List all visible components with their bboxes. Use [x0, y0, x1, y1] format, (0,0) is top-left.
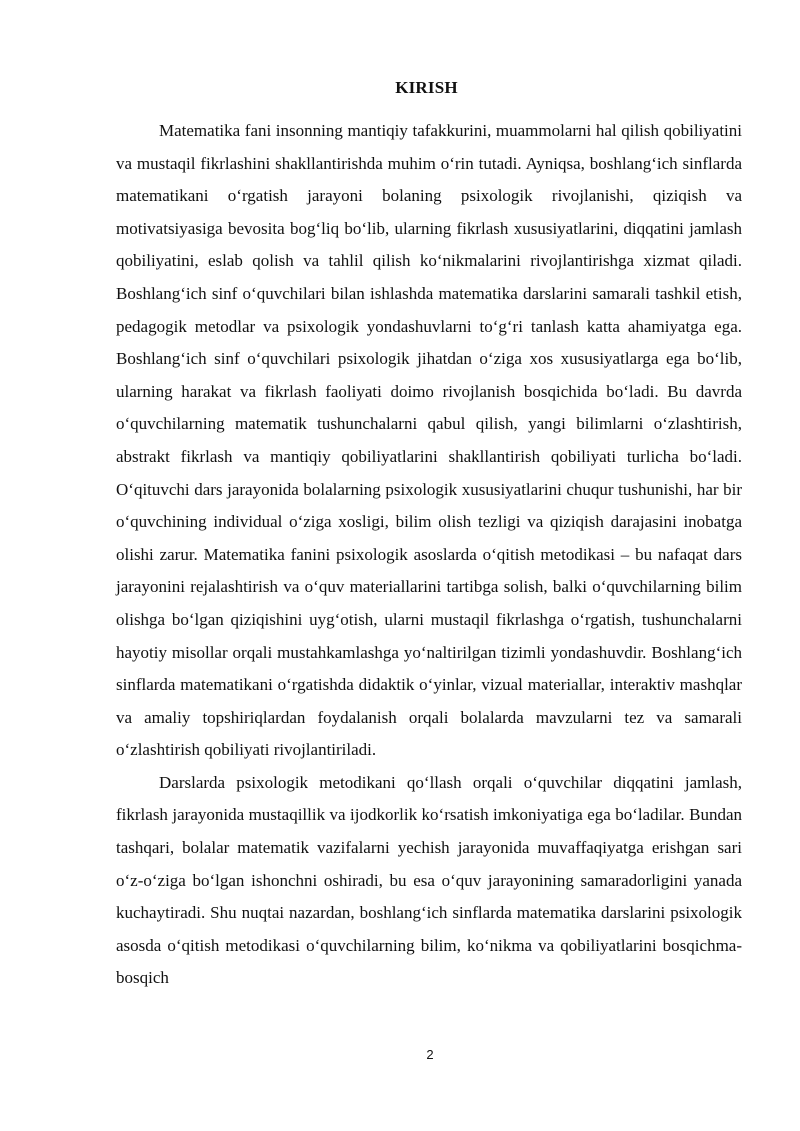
- paragraph-2: Darslarda psixologik metodikani qo‘llash orqali o‘quvchilar diqqatini jamlash, fikrlash jarayonida mustaqillik va ijodkorlik ko‘rsatish imkoniyatiga ega bo‘ladilar. Bundan tashqari, bolalar matematik vazifalarni yechish jarayonida muvaffaqiyatga erishgan sari o‘z-o‘ziga bo‘lgan ishonchni oshiradi, bu esa o‘quv jarayonining samaradorligini yanada kuchaytiradi. Shu nuqtai nazardan, boshlang‘ich sinflarda matematika darslarini psixologik asosda o‘qitish metodikasi o‘quvchilarning bilim, ko‘nikma va qobiliyatlarini bosqichma-bosqich: [116, 772, 742, 988]
- paragraph-1: Matematika fani insonning mantiqiy tafakkurini, muammolarni hal qilish qobiliyatini va mustaqil fikrlashini shakllantirishda muhim o‘rin tutadi. Ayniqsa, boshlang‘ich sinflarda matematikani o‘rgatish jarayoni bolaning psixologik rivojlanishi, qiziqish va motivatsiyasiga bevosita bog‘liq bo‘lib, ularning fikrlash xususiyatlarini, diqqatini jamlash qobiliyatini, eslab qolish va tahlil qilish ko‘nikmalarini rivojlantirishga xizmat qiladi. Boshlang‘ich sinf o‘quvchilari bilan ishlashda matematika darslarini samarali tashkil etish, pedagogik metodlar va psixologik yondashuvlarni to‘g‘ri tanlash katta ahamiyatga ega. Boshlang‘ich sinf o‘quvchilari psixologik jihatdan o‘ziga xos xususiyatlarga ega bo‘lib, ularning harakat va fikrlash faoliyati doimo rivojlanish bosqichida bo‘ladi. Bu davrda o‘quvchilarning matematik tushunchalarni qabul qilish, yangi bilimlarni o‘zlashtirish, abstrakt fikrlash va mantiqiy qobiliyatlarini shakllantirish qobiliyati turlicha bo‘ladi. O‘qituvchi dars jarayonida bolalarning psixologik xususiyatlarini chuqur tushunishi, har bir o‘quvchining individual o‘ziga xosligi, bilim olish tezligi va qiziqish darajasini inobatga olishi zarur. Matematika fanini psixologik asoslarda o‘qitish metodikasi – bu nafaqat dars jarayonini rejalashtirish va o‘quv materiallarini tartibga solish, balki o‘quvchilarning bilim olishga bo‘lgan qiziqishini uyg‘otish, ularni mustaqil fikrlashga o‘rgatish, tushunchalarni hayotiy misollar orqali mustahkamlashga yo‘naltirilgan tizimli yondashuvdir. Boshlang‘ich sinflarda matematikani o‘rgatishda didaktik o‘yinlar, vizual materiallar, interaktiv mashqlar va amaliy topshiriqlardan foydalanish orqali bolalarda mavzularni tez va samarali o‘zlashtirish qobiliyati rivojlantiriladi.: [116, 121, 742, 760]
- body-text: [116, 115, 742, 995]
- section-title: KIRISH: [395, 78, 458, 97]
- page-number: 2: [426, 1047, 434, 1062]
